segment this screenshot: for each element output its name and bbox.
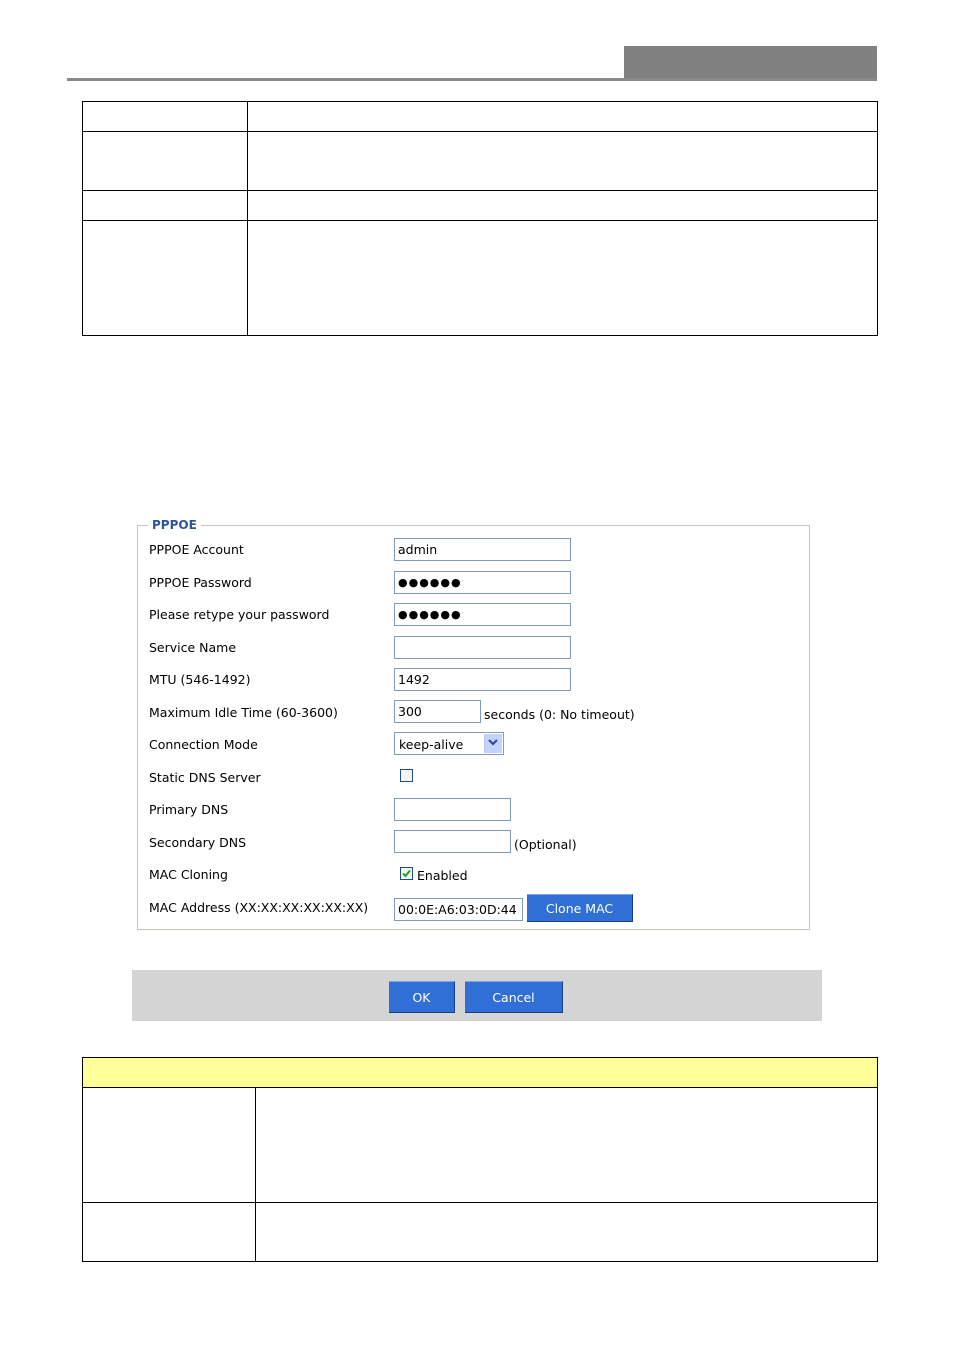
primary-dns-label: Primary DNS [149, 802, 229, 817]
table-row [83, 102, 878, 132]
mac-cloning-checkbox[interactable] [400, 867, 413, 880]
static-dns-checkbox[interactable] [400, 769, 413, 782]
pppoe-password-label: PPPOE Password [149, 575, 252, 590]
retype-password-label: Please retype your password [149, 607, 330, 622]
bottom-table [82, 1057, 878, 1262]
cancel-button[interactable]: Cancel [465, 981, 563, 1013]
pppoe-account-input[interactable]: admin [394, 538, 571, 561]
table-header-row [83, 1058, 878, 1088]
mtu-input[interactable]: 1492 [394, 668, 571, 691]
header-rule [67, 78, 877, 81]
table-row [83, 132, 878, 191]
table-row [83, 221, 878, 336]
chevron-down-icon[interactable] [484, 734, 502, 753]
mac-cloning-note: Enabled [417, 868, 468, 883]
static-dns-label: Static DNS Server [149, 770, 261, 785]
idle-time-label: Maximum Idle Time (60-3600) [149, 705, 338, 720]
mac-address-input[interactable]: 00:0E:A6:03:0D:44 [394, 898, 523, 921]
idle-time-input[interactable]: 300 [394, 700, 481, 723]
mac-address-label: MAC Address (XX:XX:XX:XX:XX:XX) [149, 900, 369, 915]
connection-mode-label: Connection Mode [149, 737, 258, 752]
header-tab [624, 46, 877, 81]
secondary-dns-note: (Optional) [514, 837, 577, 852]
top-table [82, 101, 878, 336]
service-name-input[interactable] [394, 636, 571, 659]
pppoe-account-label: PPPOE Account [149, 542, 244, 557]
secondary-dns-input[interactable] [394, 830, 511, 853]
table-row [83, 1088, 878, 1203]
table-row [83, 1203, 878, 1262]
pppoe-legend: PPPOE [152, 518, 197, 532]
check-icon [401, 868, 412, 879]
table-row [83, 191, 878, 221]
ok-button[interactable]: OK [389, 981, 455, 1013]
primary-dns-input[interactable] [394, 798, 511, 821]
connection-mode-value: keep-alive [399, 737, 464, 752]
service-name-label: Service Name [149, 640, 237, 655]
mac-cloning-label: MAC Cloning [149, 867, 228, 882]
connection-mode-select[interactable] [394, 732, 504, 755]
clone-mac-button[interactable]: Clone MAC [527, 894, 633, 922]
secondary-dns-label: Secondary DNS [149, 835, 247, 850]
idle-time-note: seconds (0: No timeout) [484, 707, 635, 722]
pppoe-password-input[interactable]: ●●●●●● [394, 571, 571, 594]
mtu-label: MTU (546-1492) [149, 672, 251, 687]
retype-password-input[interactable]: ●●●●●● [394, 603, 571, 626]
